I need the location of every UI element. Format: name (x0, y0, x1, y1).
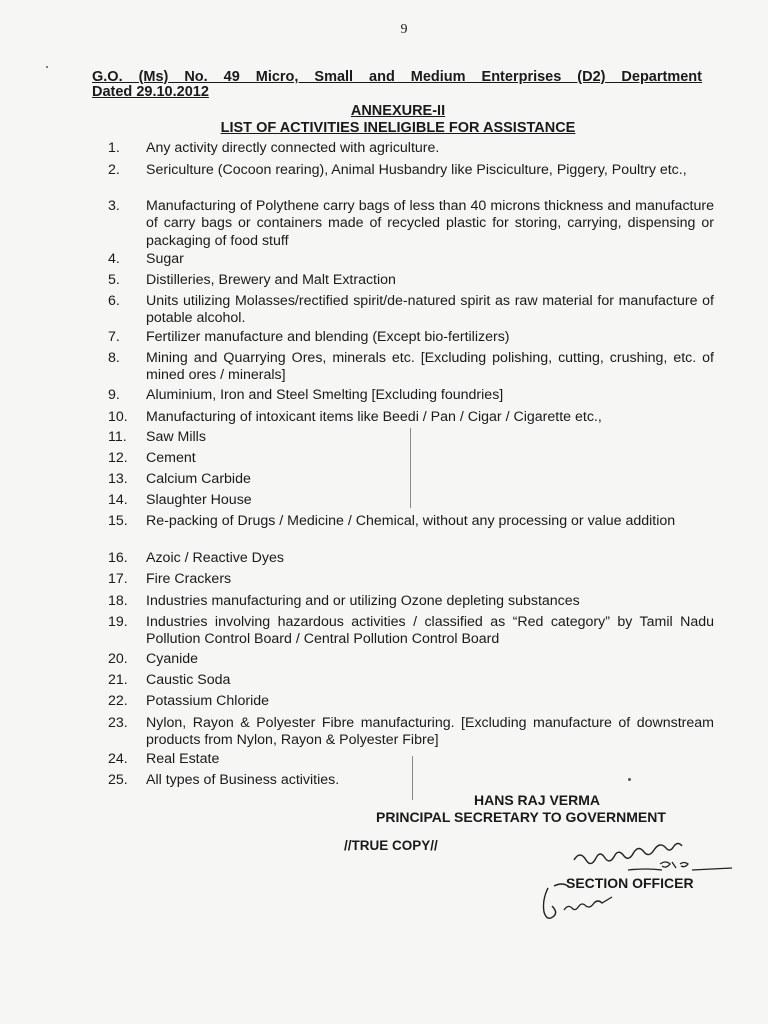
item-number: 4. (108, 251, 120, 267)
list-item (108, 450, 714, 467)
item-number: 12. (108, 450, 128, 466)
initials-signature (534, 880, 624, 926)
list-item (108, 593, 714, 610)
item-text: Aluminium, Iron and Steel Smelting [Excluding foundries] (146, 387, 504, 403)
page-number: 9 (400, 22, 408, 37)
list-item (108, 429, 714, 446)
list-item (108, 772, 714, 789)
scan-mark-line (412, 756, 413, 800)
list-item (108, 471, 714, 488)
scan-mark-line (410, 428, 411, 508)
item-text: Mining and Quarrying Ores, minerals etc. [Excluding polishing, cutting, crushing, etc. of mined ores / minerals] (146, 350, 714, 384)
item-number: 19. (108, 614, 128, 630)
item-number: 3. (108, 198, 120, 214)
item-text: Industries involving hazardous activities / classified as “Red category” by Tamil Nadu Pollution Control Board / Central Pollution Control Board (146, 614, 714, 648)
item-text: Any activity directly connected with agriculture. (146, 140, 440, 156)
item-text: Sericulture (Cocoon rearing), Animal Husbandry like Pisciculture, Piggery, Poultry etc., (146, 162, 687, 178)
list-item (108, 409, 714, 426)
item-number: 23. (108, 715, 128, 731)
list-item (108, 751, 714, 768)
item-text: Cyanide (146, 651, 199, 667)
signatory-name: HANS RAJ VERMA (474, 792, 601, 808)
list-item (108, 550, 714, 567)
item-text: Calcium Carbide (146, 471, 251, 487)
item-number: 6. (108, 293, 120, 309)
item-number: 18. (108, 593, 128, 609)
list-item (108, 329, 714, 346)
item-text: All types of Business activities. (146, 772, 340, 788)
item-number: 17. (108, 571, 128, 587)
item-text: Re-packing of Drugs / Medicine / Chemical, without any processing or value addition (146, 513, 676, 529)
list-item (108, 198, 714, 250)
item-text: Nylon, Rayon & Polyester Fibre manufacturing. [Excluding manufacture of downstream products from Nylon, Rayon & Polyester Fibre] (146, 715, 714, 749)
item-number: 20. (108, 651, 128, 667)
list-item (108, 293, 714, 328)
item-number: 1. (108, 140, 120, 156)
item-text: Real Estate (146, 751, 220, 767)
item-number: 14. (108, 492, 128, 508)
list-item (108, 614, 714, 649)
item-number: 11. (108, 429, 127, 445)
item-number: 2. (108, 162, 120, 178)
item-text: Industries manufacturing and or utilizing Ozone depleting substances (146, 593, 580, 609)
item-number: 25. (108, 772, 128, 788)
item-number: 16. (108, 550, 128, 566)
item-text: Cement (146, 450, 196, 466)
scan-speck (628, 778, 631, 781)
item-text: Saw Mills (146, 429, 206, 445)
true-copy-label: //TRUE COPY// (344, 838, 438, 853)
scan-speck (46, 66, 48, 68)
list-item (108, 693, 714, 710)
item-text: Manufacturing of Polythene carry bags of less than 40 microns thickness and manufacture of carry bags or containers made of recycled plastic for storing, carrying, dispensing or packaging of food stuff (146, 198, 714, 249)
item-number: 13. (108, 471, 128, 487)
signatory-title: PRINCIPAL SECRETARY TO GOVERNMENT (376, 809, 666, 825)
list-item (108, 350, 714, 385)
item-text: Manufacturing of intoxicant items like Beedi / Pan / Cigar / Cigarette etc., (146, 409, 602, 425)
item-number: 24. (108, 751, 128, 767)
list-item (108, 162, 714, 179)
annexure-subtitle: LIST OF ACTIVITIES INELIGIBLE FOR ASSISTANCE (220, 120, 576, 136)
item-text: Potassium Chloride (146, 693, 270, 709)
section-officer-label: SECTION OFFICER (566, 875, 694, 891)
item-number: 15. (108, 513, 128, 529)
list-item (108, 513, 714, 530)
item-text: Slaughter House (146, 492, 252, 508)
item-number: 7. (108, 329, 120, 345)
item-number: 21. (108, 672, 128, 688)
annexure-title: ANNEXURE-II (350, 103, 446, 119)
item-number: 9. (108, 387, 120, 403)
item-text: Units utilizing Molasses/rectified spirit/de-natured spirit as raw material for manufacture of potable alcohol. (146, 293, 714, 327)
list-item (108, 672, 714, 689)
item-text: Fertilizer manufacture and blending (Except bio-fertilizers) (146, 329, 510, 345)
list-item (108, 272, 714, 289)
list-item (108, 492, 714, 509)
go-date: Dated 29.10.2012 (92, 84, 209, 100)
list-item (108, 251, 714, 268)
item-number: 10. (108, 409, 128, 425)
list-item (108, 651, 714, 668)
go-reference: G.O. (Ms) No. 49 Micro, Small and Medium Enterprises (D2) Department (92, 69, 702, 85)
list-item (108, 387, 714, 404)
item-text: Fire Crackers (146, 571, 232, 587)
item-text: Distilleries, Brewery and Malt Extraction (146, 272, 396, 288)
item-number: 5. (108, 272, 120, 288)
item-text: Caustic Soda (146, 672, 231, 688)
item-text: Sugar (146, 251, 184, 267)
item-number: 22. (108, 693, 128, 709)
item-text: Azoic / Reactive Dyes (146, 550, 284, 566)
list-item (108, 715, 714, 750)
list-item (108, 140, 714, 157)
handwritten-signature (568, 840, 738, 876)
item-number: 8. (108, 350, 120, 366)
list-item (108, 571, 714, 588)
